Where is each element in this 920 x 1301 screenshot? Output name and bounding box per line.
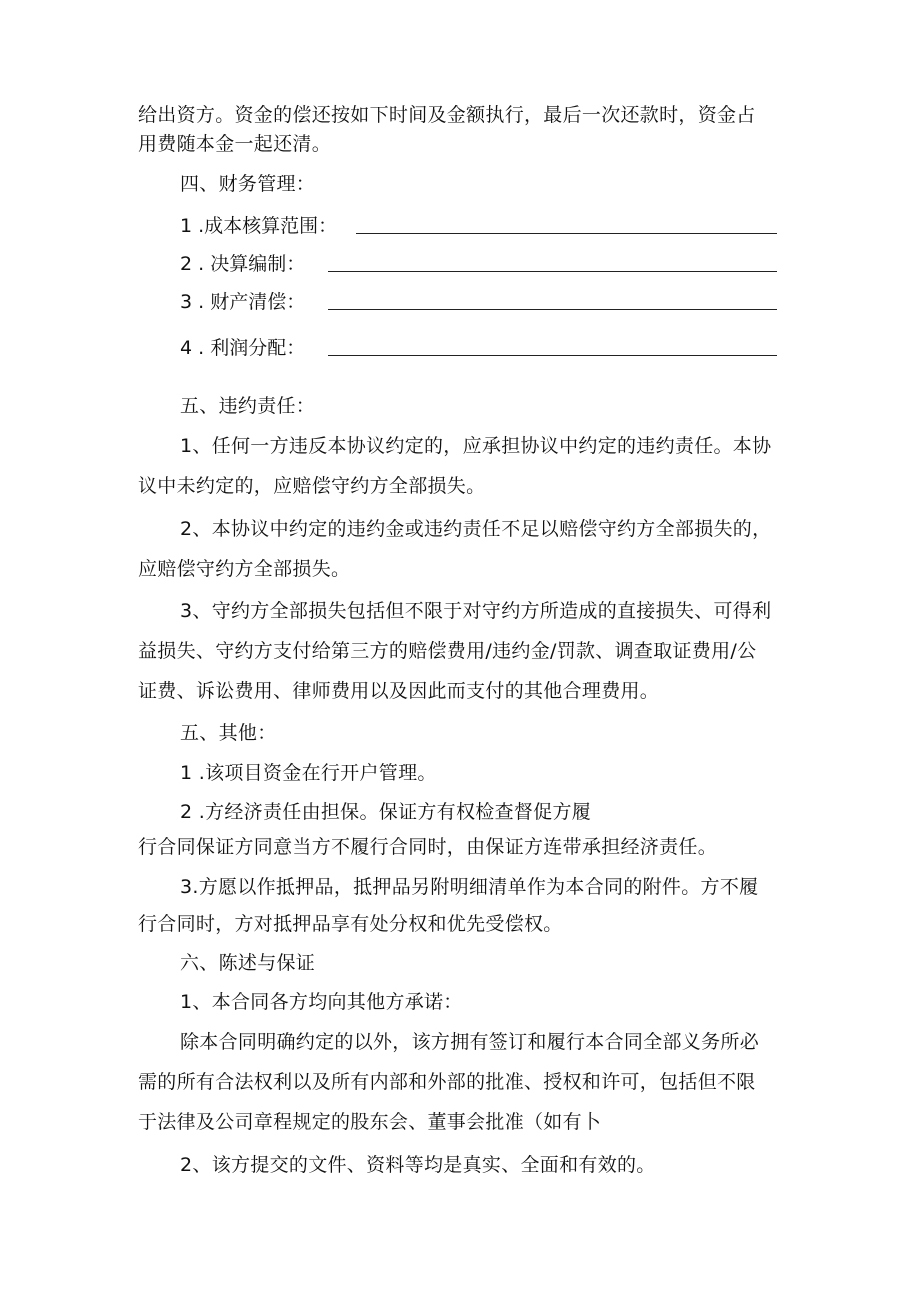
other-heading: 五、其他： [180, 722, 277, 744]
warranty-item-2: 2、该方提交的文件、资料等均是真实、全面和有效的。 [180, 1154, 656, 1176]
liability-item-1-line-1: 1、任何一方违反本协议约定的，应承担协议中约定的违约责任。本协 [180, 435, 772, 457]
blank-line [328, 309, 777, 310]
liability-heading: 五、违约责任： [180, 395, 316, 417]
warranty-para-line-2: 需的所有合法权利以及所有内部和外部的批准、授权和许可，包括但不限 [138, 1071, 756, 1093]
blank-line [328, 271, 777, 272]
other-item-2-line-2: 行合同保证方同意当方不履行合同时，由保证方连带承担经济责任。 [138, 836, 718, 858]
intro-line-1: 给出资方。资金的偿还按如下时间及金额执行，最后一次还款时，资金占 [138, 104, 756, 126]
liability-item-3-line-3: 证费、诉讼费用、律师费用以及因此而支付的其他合理费用。 [138, 680, 660, 702]
liability-item-2-line-1: 2、本协议中约定的违约金或违约责任不足以赔偿守约方全部损失的， [180, 518, 772, 540]
liability-item-3-line-1: 3、守约方全部损失包括但不限于对守约方所造成的直接损失、可得利 [180, 600, 772, 622]
field-label: 1 .成本核算范围： [180, 215, 338, 237]
warranty-para-line-3: 于法律及公司章程规定的股东会、董事会批准（如有卜 [138, 1111, 602, 1133]
liability-item-3-line-2: 益损失、守约方支付给第三方的赔偿费用/违约金/罚款、调查取证费用/公 [138, 640, 757, 662]
field-label: 3 . 财产清偿： [180, 291, 306, 313]
liability-item-1-line-2: 议中未约定的，应赔偿守约方全部损失。 [138, 475, 486, 497]
warranty-para-line-1: 除本合同明确约定的以外，该方拥有签订和履行本合同全部义务所必 [180, 1031, 760, 1053]
warranty-item-1: 1、本合同各方均向其他方承诺： [180, 991, 463, 1013]
other-item-1: 1 .该项目资金在行开户管理。 [180, 762, 437, 784]
field-final-accounts [180, 252, 778, 276]
other-item-2-line-1: 2 .方经济责任由担保。保证方有权检查督促方履 [180, 801, 592, 823]
field-cost-accounting [180, 214, 778, 238]
blank-line [328, 355, 777, 356]
field-label: 2 . 决算编制： [180, 253, 306, 275]
field-label: 4 . 利润分配： [180, 337, 306, 359]
field-profit-distribution [180, 336, 778, 360]
intro-line-2: 用费随本金一起还清。 [138, 133, 332, 155]
warranty-heading: 六、陈述与保证 [180, 952, 316, 974]
finance-heading: 四、财务管理： [180, 173, 316, 195]
blank-line [356, 233, 777, 234]
liability-item-2-line-2: 应赔偿守约方全部损失。 [138, 558, 351, 580]
other-item-3-line-1: 3.方愿以作抵押品，抵押品另附明细清单作为本合同的附件。方不履 [180, 876, 759, 898]
other-item-3-line-2: 行合同时，方对抵押品享有处分权和优先受偿权。 [138, 913, 563, 935]
field-property-settlement [180, 290, 778, 314]
